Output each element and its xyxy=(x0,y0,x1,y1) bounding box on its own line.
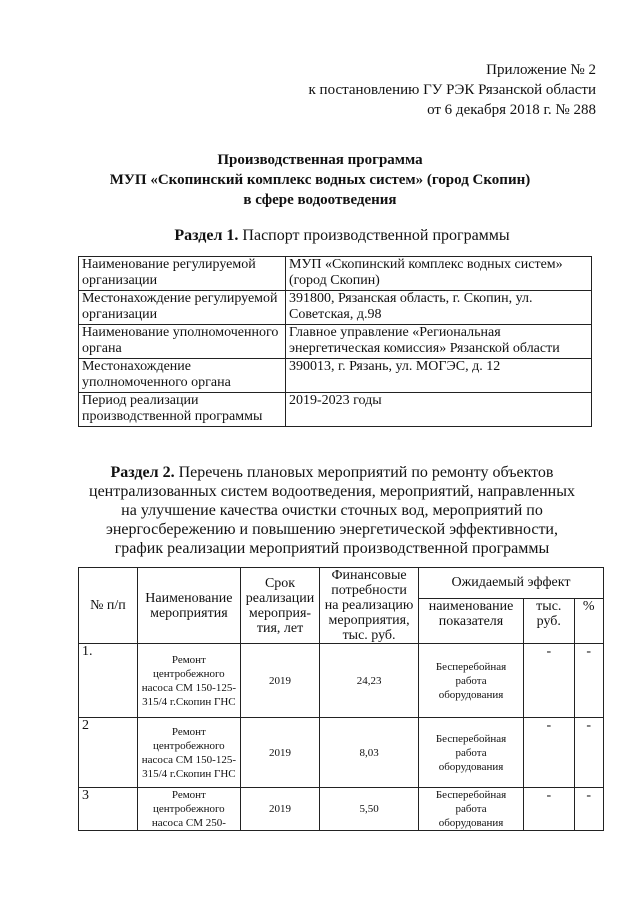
passport-field-name: Период реализации производственной программы xyxy=(79,393,286,427)
col-header-term: Срок реализации мероприя-тия, лет xyxy=(240,568,319,644)
measure-thous: - xyxy=(524,788,574,831)
row-number: 3 xyxy=(79,788,138,831)
passport-field-name: Наименование регулируемой организации xyxy=(79,257,286,291)
measure-name: Ремонт центробежного насоса СМ 250- xyxy=(137,788,240,831)
appendix-resolution: к постановлению ГУ РЭК Рязанской области xyxy=(308,82,596,98)
measure-amount: 24,23 xyxy=(320,644,419,718)
section-1-label: Раздел 1. xyxy=(174,227,239,244)
table-row xyxy=(79,788,604,831)
table-header-row xyxy=(79,568,604,599)
passport-field-value: 390013, г. Рязань, ул. МОГЭС, д. 12 xyxy=(286,359,592,393)
appendix-date: от 6 декабря 2018 г. № 288 xyxy=(427,102,596,118)
section-2-heading xyxy=(88,463,576,558)
measure-name: Ремонт центробежного насоса СМ 150-125-315/4 г.Скопин ГНС xyxy=(137,644,240,718)
col-header-name: Наименование мероприятия xyxy=(137,568,240,644)
section-2-text: Перечень плановых мероприятий по ремонту объектов централизованных систем водоотведения, мероприятий, направленных на улучшение качества очистки сточных вод, мероприятий по энергосбережению и повышению энергетической эффективности, график реализации мероприятий производственной программы xyxy=(89,464,575,557)
table-row xyxy=(79,644,604,718)
measure-percent: - xyxy=(574,644,603,718)
measure-thous: - xyxy=(524,718,574,788)
measure-percent: - xyxy=(574,788,603,831)
measure-indicator: Бесперебойная работа оборудования xyxy=(418,788,523,831)
measure-amount: 5,50 xyxy=(320,788,419,831)
col-header-percent: % xyxy=(574,598,603,643)
measure-year: 2019 xyxy=(240,644,319,718)
col-header-num: № п/п xyxy=(79,568,138,644)
table-row xyxy=(79,359,592,393)
title-line-3: в сфере водоотведения xyxy=(243,192,397,208)
table-row xyxy=(79,718,604,788)
measure-year: 2019 xyxy=(240,718,319,788)
table-row xyxy=(79,257,592,291)
section-2-label: Раздел 2. xyxy=(110,464,175,481)
measure-name: Ремонт центробежного насоса СМ 150-125-315/4 г.Скопин ГНС xyxy=(137,718,240,788)
passport-field-value: 2019-2023 годы xyxy=(286,393,592,427)
measures-table xyxy=(78,567,604,831)
passport-field-value: 391800, Рязанская область, г. Скопин, ул. Советская, д.98 xyxy=(286,291,592,325)
col-header-thous: тыс. руб. xyxy=(524,598,574,643)
col-header-finance: Финансовые потребности на реализацию мероприятия, тыс. руб. xyxy=(320,568,419,644)
row-number: 1. xyxy=(79,644,138,718)
document-title xyxy=(0,150,640,210)
table-row xyxy=(79,325,592,359)
title-line-1: Производственная программа xyxy=(217,152,423,168)
measure-indicator: Бесперебойная работа оборудования xyxy=(418,718,523,788)
passport-field-name: Наименование уполномоченного органа xyxy=(79,325,286,359)
table-row xyxy=(79,291,592,325)
title-line-2: МУП «Скопинский комплекс водных систем» (город Скопин) xyxy=(109,172,531,188)
passport-field-name: Местонахождение регулируемой организации xyxy=(79,291,286,325)
row-number: 2 xyxy=(79,718,138,788)
passport-table xyxy=(78,256,592,427)
table-row xyxy=(79,393,592,427)
measure-indicator: Бесперебойная работа оборудования xyxy=(418,644,523,718)
appendix-number: Приложение № 2 xyxy=(486,62,596,78)
measure-percent: - xyxy=(574,718,603,788)
measure-amount: 8,03 xyxy=(320,718,419,788)
measure-year: 2019 xyxy=(240,788,319,831)
measure-thous: - xyxy=(524,644,574,718)
passport-field-value: Главное управление «Региональная энергетическая комиссия» Рязанской области xyxy=(286,325,592,359)
col-header-effect: Ожидаемый эффект xyxy=(418,568,603,599)
section-1-heading xyxy=(0,226,640,246)
col-header-indicator: наименование показателя xyxy=(418,598,523,643)
appendix-reference xyxy=(309,60,596,120)
passport-field-value: МУП «Скопинский комплекс водных систем» (город Скопин) xyxy=(286,257,592,291)
passport-field-name: Местонахождение уполномоченного органа xyxy=(79,359,286,393)
section-1-text: Паспорт производственной программы xyxy=(242,227,510,244)
